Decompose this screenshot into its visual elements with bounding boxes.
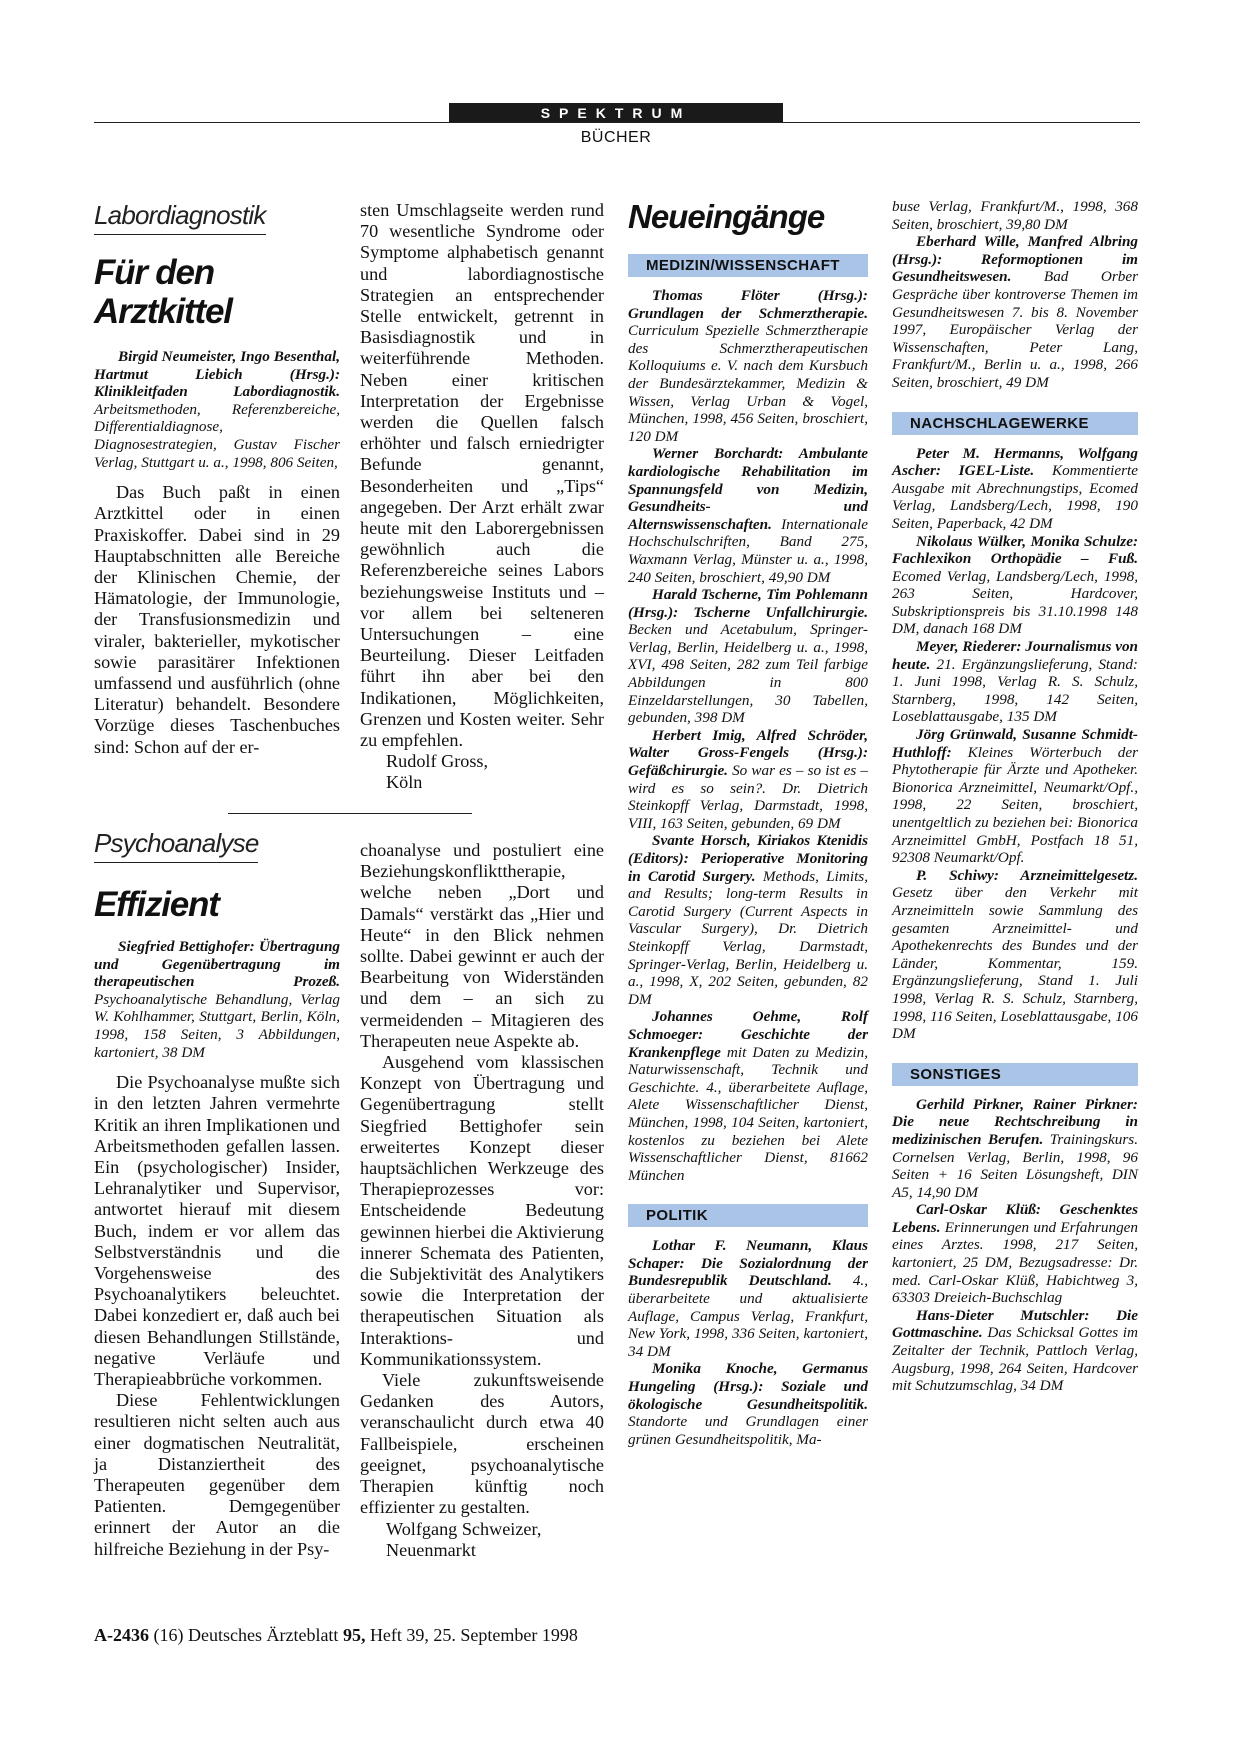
bibliography (94, 938, 340, 1061)
entry-text: Bad Orber Gespräche über kontroverse Themen im Gesundheitswesen 7. bis 8. November 1997, Europäischer Verlag der Wissenschaften, Peter Lang, Frankfurt/M., Berlin u. a., 1998, 266 Seiten, broschiert, 49 DM (892, 268, 1138, 391)
neueingaenge-col4 (892, 198, 1138, 1395)
list-item (892, 1201, 1138, 1307)
entry-text: Kleines Wörterbuch der Phytotherapie für Ärzte und Apotheker. Bionorica Arzneimittel, Neumarkt/Opf., 1998, 22 Seiten, broschiert, unentgeltlich zu beziehen bei: Bionorica Arzneimittel GmbH, Postfach 18 51, 92308 Neumarkt/Opf. (892, 743, 1138, 867)
article-title: Effizient (94, 885, 219, 924)
bib-authors: Birgid Neumeister, Ingo Besenthal, Hartmut Liebich (Hrsg.): Klinikleitfaden Labordiagnostik. (94, 348, 340, 401)
entry-text: Methods, Limits, and Results; long-term Results in Carotid Surgery (Current Aspects in Vascular Surgery), Dr. Dietrich Steinkopff Verlag, Darmstadt, Springer-Verlag, Berlin, Heidelberg u. a., 1998, X, 202 Seiten, gebunden, 82 DM (628, 867, 868, 1008)
list-item (628, 1237, 868, 1360)
entry-bold: Carl-Oskar Klüß: Geschenktes Lebens. (892, 1201, 1138, 1236)
entry-bold: Johannes Oehme, Rolf Schmoeger: Geschichte der Krankenpflege (628, 1008, 868, 1061)
body-paragraph: Die Psychoanalyse mußte sich in den letzten Jahren vermehrte Kritik an ihren Implikationen und Arbeitsmethoden gefallen lassen. Ein (psychologischer) Insider, Lehranalytiker und Supervisor, antwortet hierauf mit diesem Buch, indem er vor allem das Selbstverständnis und die Vorgehensweise des Psychoanalytikers beleuchtet. Dabei konzediert er, daß auch bei diesen Behandlungen Stillstände, negative Verläufe und Therapieabbrüche vorkommen. (94, 1072, 340, 1389)
list-item (628, 287, 868, 445)
entry-text: 21. Ergänzungslieferung, Stand: 1. Juni 1998, Verlag R. S. Schulz, Starnberg, 1998, 142 Seiten, Loseblattausgabe, 135 DM (892, 655, 1138, 726)
body-paragraph: Das Buch paßt in einen Arztkittel oder in einen Praxiskoffer. Dabei sind in 29 Hauptabschnitten alle Bereiche der Klinischen Chemie, der Hämatologie, der Immunologie, der Transfusionsmedizin und viraler, bakterieller, mykotischer sowie parasitärer Infektionen umfassend und ausführlich (ohne Literatur) behandelt. Besondere Vorzüge dieses Taschenbuches sind: Schon auf der er- (94, 482, 340, 757)
list-item (892, 1096, 1138, 1202)
rubric-psychoanalyse: Psychoanalyse (94, 828, 258, 863)
article-body (360, 200, 604, 751)
entry-text: mit Daten zu Medizin, Naturwissenschaft, Technik und Geschichte. 4., überarbeitete Auflage, Alete Wissenschaftlicher Dienst, München, 1998, 104 Seiten, kartoniert, kostenlos zu beziehen bei Alete Wissenschaftlicher Dienst, 81662 München (628, 1043, 868, 1184)
entry-bold: Gerhild Pirkner, Rainer Pirkner: Die neue Rechtschreibung in medizinischen Berufen. (892, 1095, 1138, 1148)
neueingaenge-title: Neueingänge (628, 198, 825, 235)
list-item (628, 727, 868, 833)
category-bar-nachschlagewerke: NACHSCHLAGEWERKE (892, 412, 1138, 435)
list-item (628, 832, 868, 1008)
entry-text: 4., überarbeitete und aktualisierte Auflage, Campus Verlag, Frankfurt, New York, 1998, 336 Seiten, kartoniert, 34 DM (628, 1272, 868, 1360)
body-paragraph: Diese Fehlentwicklungen resultieren nicht selten auch aus einer dogmatischen Neutralität, ja Distanziertheit des Therapeuten gegenüber dem Patienten. Demgegenüber erinnert der Autor an die hilfreiche Beziehung in der Psy- (94, 1390, 340, 1559)
body-paragraph: sten Umschlagseite werden rund 70 wesentliche Syndrome oder Symptome alphabetisch genannt und labordiagnostische Strategien an entsprechender Stelle entwickelt, getrennt in Basisdiagnostik und in weiterführende Methoden. Neben einer kritischen Interpretation der Ergebnisse werden die Quellen falsch erhöhter und falsch erniedrigter Befunde genannt, Besonderheiten und „Tips“ angegeben. Der Arzt erhält zwar heute mit den Laborergebnissen gewöhnlich auch die Referenzbereiche seines Labors beziehungsweise Instituts und – vor allem bei selteneren Untersuchungen – eine Beurteilung. Dieser Leitfaden führt ihn aber bei den Indikationen, Möglichkeiten, Grenzen und Kosten weiter. Sehr zu empfehlen. (360, 200, 604, 751)
entry-text: So war es – so ist es – wird es so sein?. Dr. Dietrich Steinkopff Verlag, Darmstadt, 1998, VIII, 163 Seiten, gebunden, 69 DM (628, 762, 868, 832)
list-item (892, 533, 1138, 639)
list-item (892, 726, 1138, 867)
neueingaenge-col3 (628, 198, 868, 1448)
category-bar-politik: POLITIK (628, 1204, 868, 1227)
rubric-labordiagnostik: Labordiagnostik (94, 200, 266, 235)
article-labordiagnostik-col2 (360, 200, 604, 794)
entry-list-politik (628, 1237, 868, 1448)
list-item (628, 445, 868, 586)
author-city: Neuenmarkt (386, 1539, 476, 1560)
entry-bold: Thomas Flöter (Hrsg.): Grundlagen der Schmerztherapie. (628, 287, 868, 322)
article-body (360, 840, 604, 1519)
article-body (94, 1072, 340, 1560)
entry-bold: Peter M. Hermanns, Wolfgang Ascher: IGEL-Liste. (892, 444, 1138, 480)
page-footer (94, 1625, 578, 1646)
journal-volume: 95, (342, 1625, 366, 1645)
article-title: Für den Arztkittel (94, 253, 232, 331)
author-name: Rudolf Gross, (386, 751, 489, 772)
page-number: A-2436 (94, 1625, 149, 1645)
entry-text: Erinnerungen und Erfahrungen eines Arztes. 1998, 217 Seiten, kartoniert, 25 DM, Bezugsadresse: Dr. med. Carl-Oskar Klüß, Habichtweg 3, 63303 Dreieich-Buchschlag (892, 1218, 1138, 1307)
journal-issue: Heft 39, 25. September 1998 (369, 1625, 578, 1645)
entry-bold: Lothar F. Neumann, Klaus Schaper: Die Sozialordnung der Bundesrepublik Deutschland. (628, 1237, 868, 1290)
body-paragraph: choanalyse und postuliert eine Beziehungskonflikttherapie, welche neben „Dort und Damals“ verstärkt das „Hier und Heute“ in den Blick nehmen sollte. Dabei gewinnt er auch der Bearbeitung von Widerständen und dem – an sich zu vermeidenden – Mitagieren des Therapeuten neue Aspekte ab. (360, 840, 604, 1051)
article-psychoanalyse-col1 (94, 828, 340, 1560)
entry-bold: Hans-Dieter Mutschler: Die Gottmaschine. (892, 1306, 1138, 1342)
bib-authors: Siegfried Bettighofer: Übertragung und Gegenübertragung im therapeutischen Prozeß. (94, 938, 340, 991)
list-item (892, 638, 1138, 726)
category-bar-sonstiges: SONSTIGES (892, 1063, 1138, 1086)
list-item (628, 1008, 868, 1184)
entry-bold: Svante Horsch, Kiriakos Ktenidis (Editors): Perioperative Monitoring in Carotid Surgery. (628, 832, 868, 885)
entry-text: Curriculum Spezielle Schmerztherapie des Schmerztherapeutischen Kolloquiums e. V. nach dem Kursbuch der Bundesärztekammer, Medizin & Wissen, Verlag Urban & Vogel, München, 1998, 456 Seiten, broschiert, 120 DM (628, 322, 868, 445)
entry-text: Internationale Hochschulschriften, Band 275, Waxmann Verlag, Münster u. a., 1998, 240 Seiten, broschiert, 49,90 DM (628, 515, 868, 586)
article-separator (228, 813, 472, 814)
entry-bold: Monika Knoche, Germanus Hungeling (Hrsg.): Soziale und ökologische Gesundheitspolitik. (628, 1360, 868, 1413)
list-item (892, 867, 1138, 1043)
entry-text: Ecomed Verlag, Landsberg/Lech, 1998, 263 Seiten, Hardcover, Subskriptionspreis bis 31.10.1998 148 DM, danach 168 DM (892, 567, 1138, 638)
list-item (628, 1360, 868, 1448)
entry-list-nachschlagewerke (892, 445, 1138, 1043)
entry-text: Trainingskurs. Cornelsen Verlag, Berlin, 1998, 96 Seiten + 16 Seiten Lösungsheft, DIN A5, 14,90 DM (892, 1130, 1138, 1201)
journal-name: (16) Deutsches Ärzteblatt (153, 1625, 339, 1645)
entry-bold: Meyer, Riederer: Journalismus von heute. (892, 638, 1138, 673)
list-item (892, 1307, 1138, 1395)
entry-text: Kommentierte Ausgabe mit Abrechnungstips, Ecomed Verlag, Landsberg/Lech, 1998, 190 Seiten, Paperback, 42 DM (892, 462, 1138, 532)
entry-bold: Nikolaus Wülker, Monika Schulze: Fachlexikon Orthopädie – Fuß. (892, 532, 1138, 568)
entry-text: Becken und Acetabulum, Springer-Verlag, Berlin, Heidelberg u. a., 1998, XVI, 498 Seiten, 282 zum Teil farbige Abbildungen in 800 Einzeldarstellungen, 30 Tabellen, gebunden, 398 DM (628, 621, 868, 727)
category-bar-medizin: MEDIZIN/WISSENSCHAFT (628, 254, 868, 277)
author-city: Köln (386, 772, 423, 793)
header-rule (94, 122, 1140, 123)
bib-details: Arbeitsmethoden, Referenzbereiche, Differentialdiagnose, Diagnosestrategien, Gustav Fischer Verlag, Stuttgart u. a., 1998, 806 Seiten, (94, 400, 340, 471)
body-paragraph: Viele zukunftsweisende Gedanken des Autors, veranschaulicht durch etwa 40 Fallbeispiele, erscheinen geeignet, psychoanalytische Therapien künftig noch effizienter zu gestalten. (360, 1370, 604, 1518)
list-item (628, 586, 868, 727)
bibliography (94, 348, 340, 471)
body-paragraph: Ausgehend vom klassischen Konzept von Übertragung und Gegenübertragung stellt Siegfried Bettighofer sein erweitertes Konzept dieser hauptsächlichen Werkzeuge des Therapieprozesses vor: Entscheidende Bedeutung gewinnen hierbei die Aktivierung innerer Schemata des Patienten, die Subjektivität des Analytikers sowie die Interpretation der therapeutischen Situation als Interaktions- und Kommunikationssystem. (360, 1052, 604, 1369)
list-item (892, 233, 1138, 391)
entry-bold: Herbert Imig, Alfred Schröder, Walter Gross-Fengels (Hrsg.): Gefäßchirurgie. (628, 726, 868, 780)
bib-details: Psychoanalytische Behandlung, Verlag W. Kohlhammer, Stuttgart, Berlin, Köln, 1998, 158 Seiten, 3 Abbildungen, kartoniert, 38 DM (94, 990, 340, 1061)
section-header-bar: SPEKTRUM (449, 103, 783, 123)
entry-list-sonstiges (892, 1096, 1138, 1395)
article-labordiagnostik-col1 (94, 200, 340, 758)
author-name: Wolfgang Schweizer, (386, 1518, 542, 1539)
entry-text: Das Schicksal Gottes im Zeitalter der Technik, Pattloch Verlag, Augsburg, 1998, 264 Seiten, Hardcover mit Schutzumschlag, 34 DM (892, 1324, 1138, 1395)
entry-list-medizin (628, 287, 868, 1184)
entry-bold: Werner Borchardt: Ambulante kardiologische Rehabilitation im Spannungsfeld von Medizin, Gesundheits- und Alternswissenschaften. (628, 445, 868, 533)
entry-bold: Harald Tscherne, Tim Pohlemann (Hrsg.): Tscherne Unfallchirurgie. (628, 586, 868, 621)
entry-bold: Jörg Grünwald, Susanne Schmidt-Huthloff: (892, 726, 1138, 761)
article-psychoanalyse-col2 (360, 840, 604, 1561)
article-body (94, 482, 340, 758)
entry-bold: Eberhard Wille, Manfred Albring (Hrsg.): Reformoptionen im Gesundheitswesen. (892, 233, 1138, 286)
list-item (892, 198, 1138, 233)
entry-bold: P. Schiwy: Arzneimittelgesetz. (916, 866, 1138, 884)
entry-text: Gesetz über den Verkehr mit Arzneimitteln sowie Sammlung des gesamten Arzneimittel- und Apothekenrechts des Bundes und der Länder, Kommentar, 159. Ergänzungslieferung, Stand 1. Juli 1998, Verlag R. S. Schulz, Starnberg, 1998, 116 Seiten, Loseblattausgabe, 106 DM (892, 884, 1138, 1043)
subsection-label: BÜCHER (580, 129, 652, 146)
entry-text: Standorte und Grundlagen einer grünen Gesundheitspolitik, Ma- (628, 1413, 868, 1448)
entry-text: buse Verlag, Frankfurt/M., 1998, 368 Seiten, broschiert, 39,80 DM (892, 198, 1138, 233)
list-item (892, 445, 1138, 533)
